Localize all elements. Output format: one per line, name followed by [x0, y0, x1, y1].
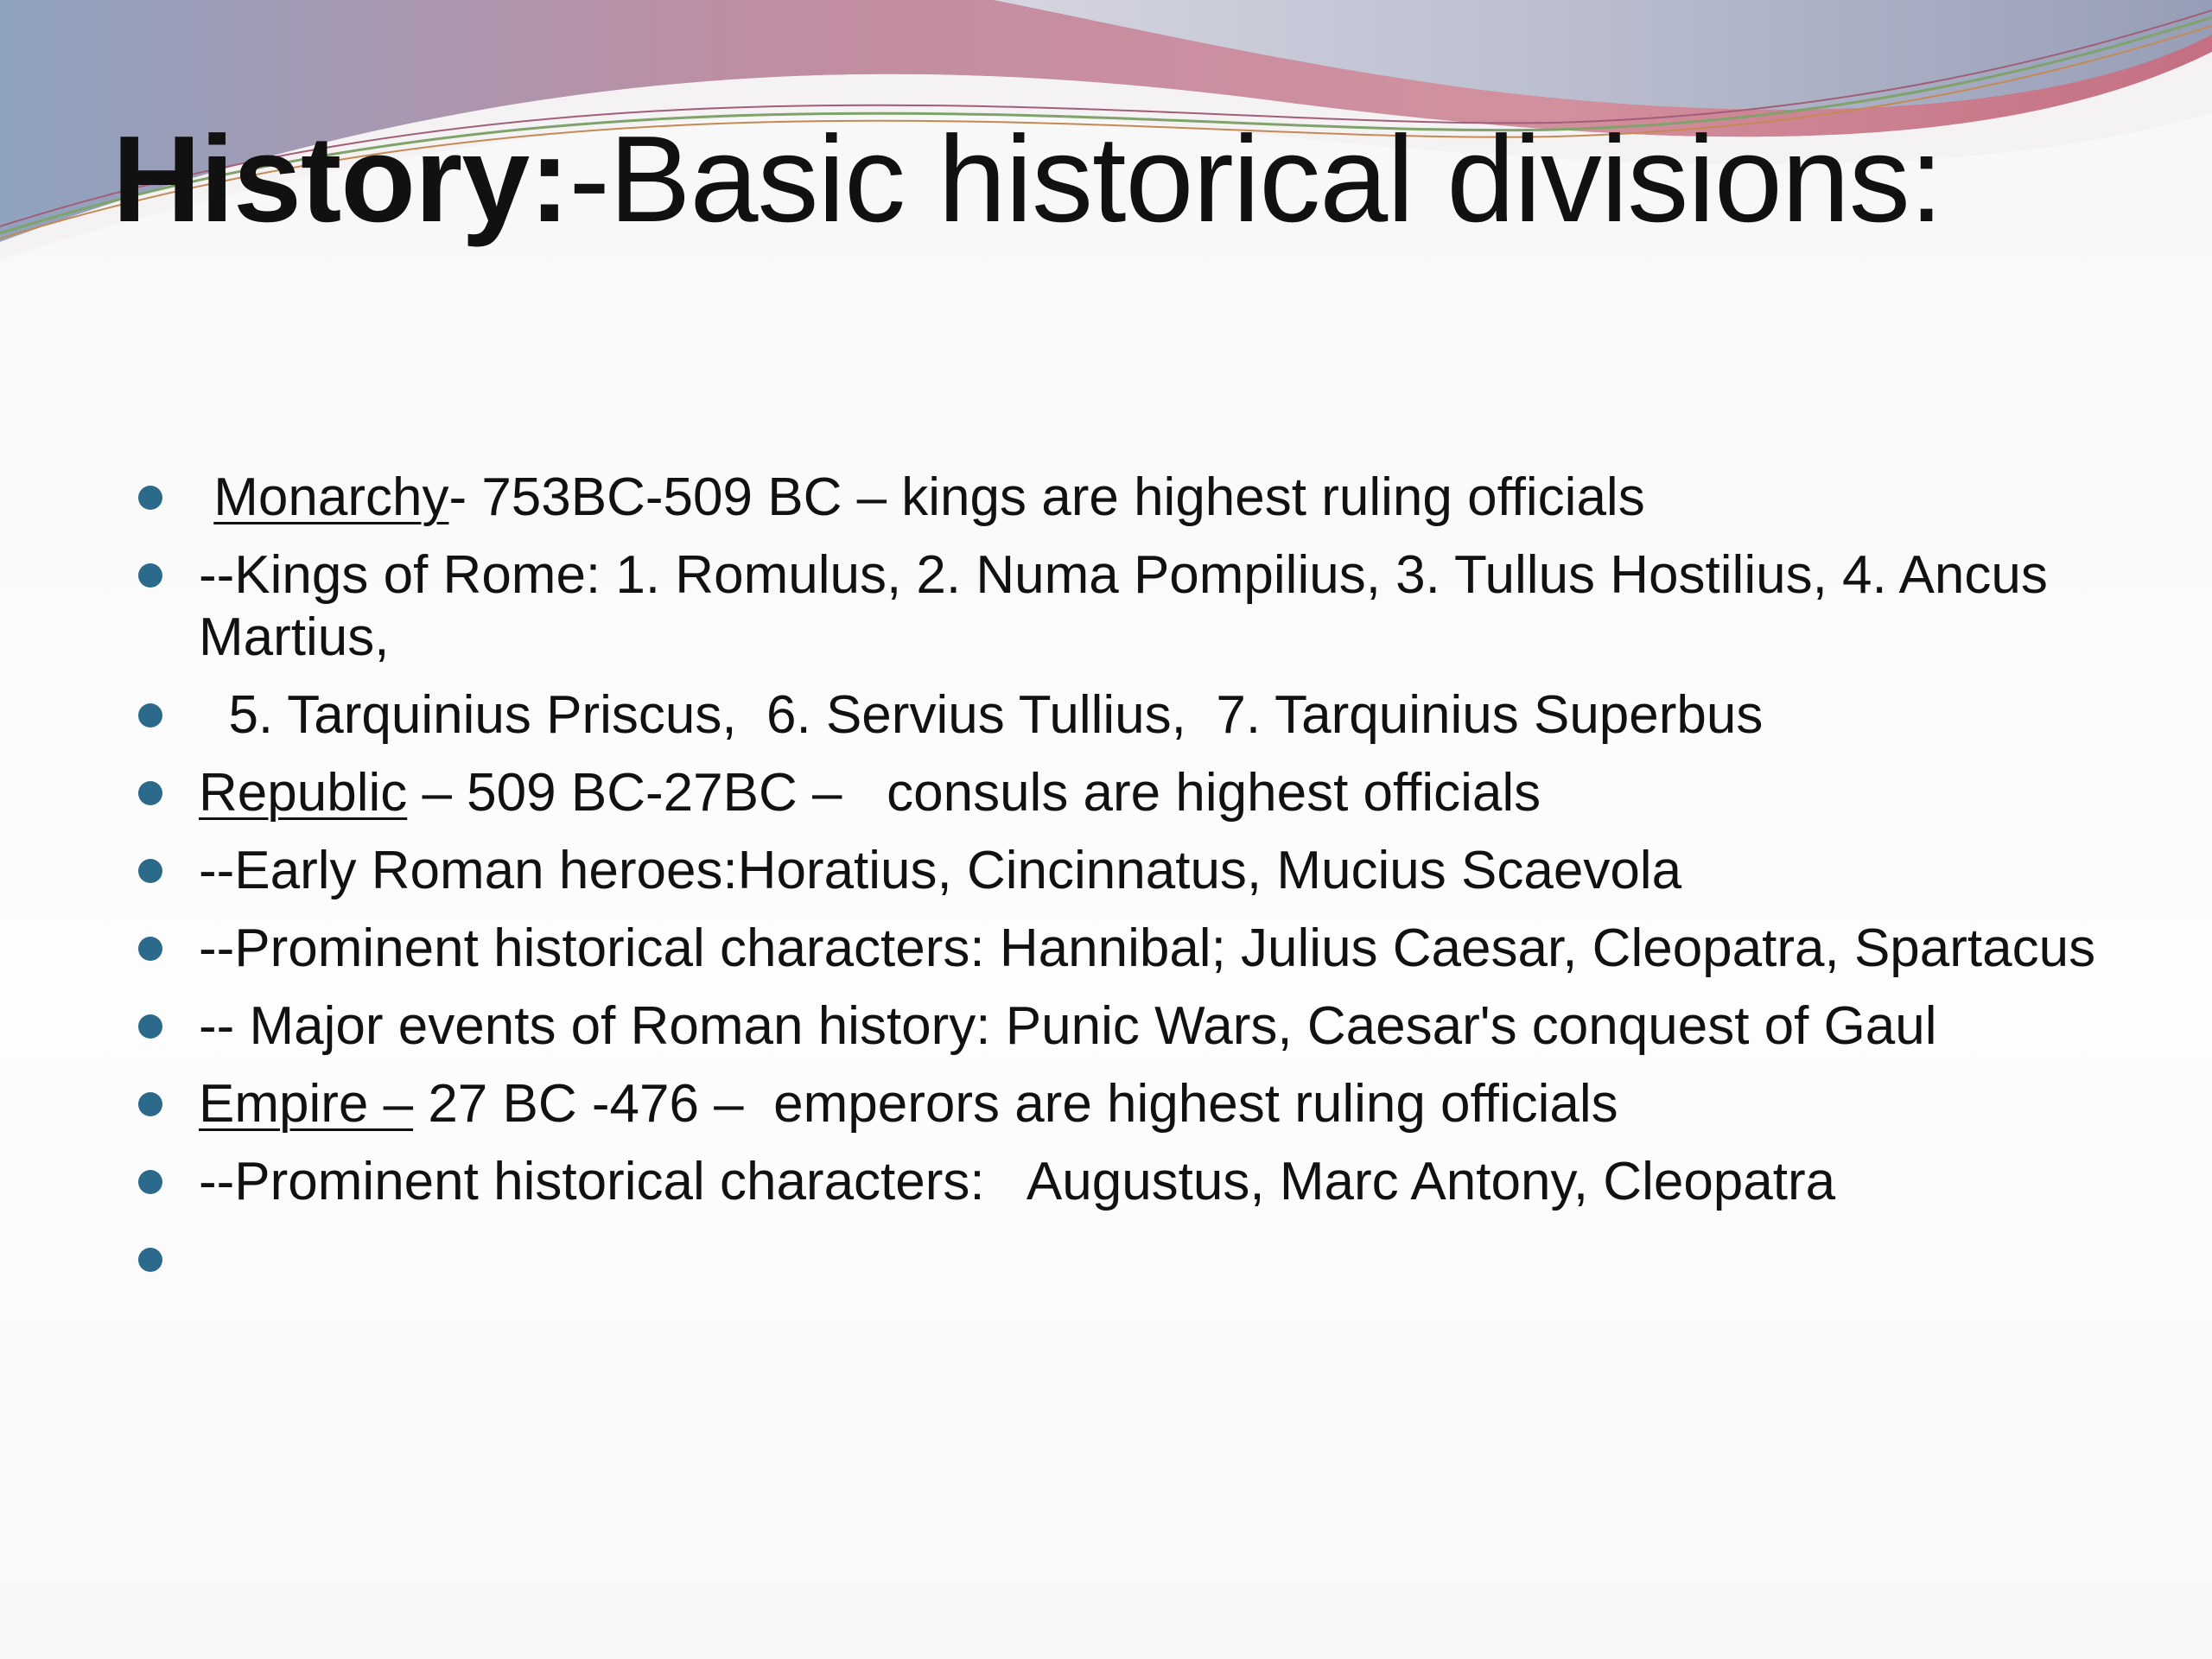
- bullet-item-empire-characters: [138, 1151, 2108, 1213]
- bullet-text: -- Major events of Roman history: Punic Wars, Caesar's conquest of Gaul: [199, 996, 1937, 1056]
- bullet-dot-icon: [138, 1170, 162, 1194]
- bullet-dot-icon: [138, 859, 162, 883]
- bullet-text: – 509 BC-27BC – consuls are highest officials: [407, 763, 1541, 823]
- bullet-dot-icon: [138, 937, 162, 961]
- bullet-item-republic-characters: [138, 918, 2108, 980]
- title-bold-part: History:: [112, 111, 569, 248]
- bullet-item-early-heroes: [138, 840, 2108, 902]
- bullet-dot-icon: [138, 1248, 162, 1272]
- bullet-text: 27 BC -476 – emperors are highest ruling officials: [413, 1074, 1618, 1134]
- bullet-term-empire: Empire –: [199, 1074, 414, 1134]
- title-rest: -Basic historical divisions:: [569, 111, 1943, 248]
- bullet-text: --Kings of Rome: 1. Romulus, 2. Numa Pompilius, 3. Tullus Hostilius, 4. Ancus Martius,: [199, 545, 2048, 667]
- bullet-term-monarchy: Monarchy: [213, 467, 449, 527]
- bullet-dot-icon: [138, 703, 162, 728]
- bullet-dot-icon: [138, 1014, 162, 1039]
- bullet-item-kings-continued: [138, 684, 2108, 747]
- slide-title: [112, 112, 1942, 247]
- bullet-term-republic: Republic: [199, 763, 408, 823]
- bullet-text: - 753BC-509 BC – kings are highest ruling officials: [448, 467, 1645, 527]
- bullet-dot-icon: [138, 1092, 162, 1116]
- bullet-item-empty: [138, 1229, 2108, 1291]
- bullet-lead-space: [199, 467, 213, 527]
- bullet-item-empire: [138, 1073, 2108, 1135]
- bullet-text: --Prominent historical characters: Augustus, Marc Antony, Cleopatra: [199, 1152, 1836, 1211]
- bullet-text: --Prominent historical characters: Hannibal; Julius Caesar, Cleopatra, Spartacus: [199, 918, 2096, 978]
- bullet-dot-icon: [138, 563, 162, 588]
- bullet-item-republic: [138, 762, 2108, 824]
- bullet-text: 5. Tarquinius Priscus, 6. Servius Tullius, 7. Tarquinius Superbus: [199, 685, 1764, 745]
- bullet-dot-icon: [138, 486, 162, 510]
- bullet-item-kings: [138, 544, 2108, 669]
- bullet-text: [199, 1230, 213, 1289]
- bullet-text: --Early Roman heroes:Horatius, Cincinnatus, Mucius Scaevola: [199, 841, 1682, 900]
- bullet-dot-icon: [138, 781, 162, 805]
- bullet-list: [138, 467, 2108, 1306]
- bullet-item-major-events: [138, 995, 2108, 1058]
- bullet-item-monarchy: [138, 467, 2108, 529]
